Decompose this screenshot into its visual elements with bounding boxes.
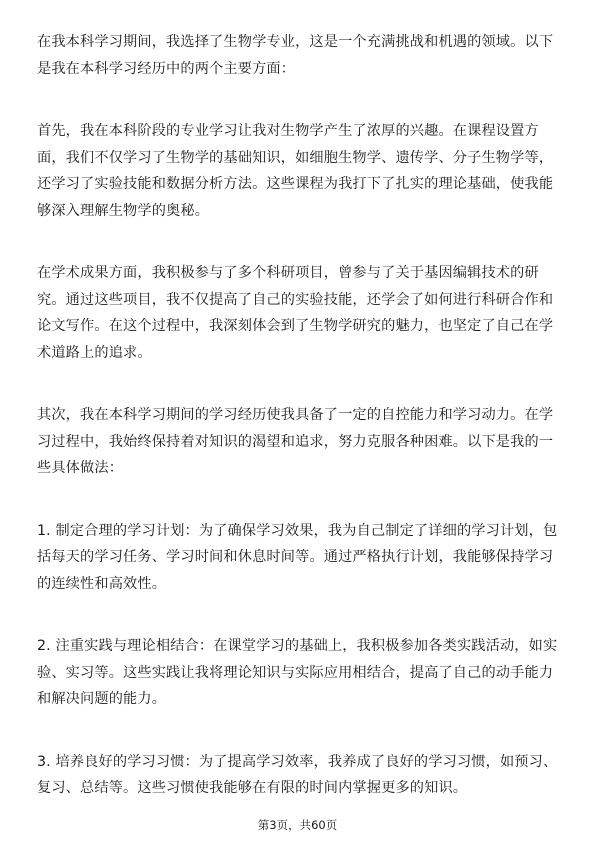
paragraph-coursework bbox=[37, 118, 561, 224]
text-line: 的连续性和高效性。 bbox=[37, 575, 167, 592]
text-line: 和解决问题的能力。 bbox=[37, 691, 167, 707]
page-number: 第3页，共60页 bbox=[257, 818, 338, 832]
text-line: 是我在本科学习经历中的两个主要方面： bbox=[37, 60, 296, 77]
paragraph-study-experience bbox=[37, 402, 561, 482]
text-line: 2. 注重实践与理论相结合：在课堂学习的基础上，我积极参加各类实践活动，如实 bbox=[37, 638, 558, 654]
paragraph-research bbox=[37, 260, 561, 366]
paragraph-intro bbox=[37, 29, 561, 82]
text-line: 括每天的学习任务、学习时间和休息时间等。通过严格执行计划，我能够保持学习 bbox=[37, 549, 554, 565]
text-line: 复习、总结等。这些习惯使我能够在有限的时间内掌握更多的知识。 bbox=[37, 780, 468, 796]
list-item-study-habits bbox=[37, 749, 561, 802]
text-line: 1. 制定合理的学习计划：为了确保学习效果，我为自己制定了详细的学习计划，包 bbox=[37, 522, 558, 539]
list-item-study-plan bbox=[37, 518, 561, 598]
text-line: 些具体做法： bbox=[37, 460, 124, 476]
text-line: 还学习了实验技能和数据分析方法。这些课程为我打下了扎实的理论基础，使我能 bbox=[37, 176, 554, 192]
text-line: 究。通过这些项目，我不仅提高了自己的实验技能，还学会了如何进行科研合作和 bbox=[37, 291, 554, 308]
text-line: 够深入理解生物学的奥秘。 bbox=[37, 202, 210, 219]
text-line: 习过程中，我始终保持着对知识的渴望和追求，努力克服各种困难。以下是我的一 bbox=[37, 433, 554, 450]
list-item-practice-theory bbox=[37, 633, 561, 713]
text-line: 术道路上的追求。 bbox=[37, 344, 152, 361]
text-line: 在我本科学习期间，我选择了生物学专业，这是一个充满挑战和机遇的领域。以下 bbox=[37, 34, 554, 50]
text-line: 首先，我在本科阶段的专业学习让我对生物学产生了浓厚的兴趣。在课程设置方 bbox=[37, 123, 539, 139]
text-line: 在学术成果方面，我积极参与了多个科研项目，曾参与了关于基因编辑技术的研 bbox=[37, 265, 539, 281]
body-text bbox=[37, 29, 561, 838]
text-line: 其次，我在本科学习期间的学习经历使我具备了一定的自控能力和学习动力。在学 bbox=[37, 407, 554, 423]
text-line: 3. 培养良好的学习习惯：为了提高学习效率，我养成了良好的学习习惯，如预习、 bbox=[37, 753, 558, 770]
text-line: 面，我们不仅学习了生物学的基础知识，如细胞生物学、遗传学、分子生物学等， bbox=[37, 149, 554, 166]
text-line: 验、实习等。这些实践让我将理论知识与实际应用相结合，提高了自己的动手能力 bbox=[37, 664, 554, 681]
text-line: 论文写作。在这个过程中，我深刻体会到了生物学研究的魅力，也坚定了自己在学 bbox=[37, 318, 554, 334]
